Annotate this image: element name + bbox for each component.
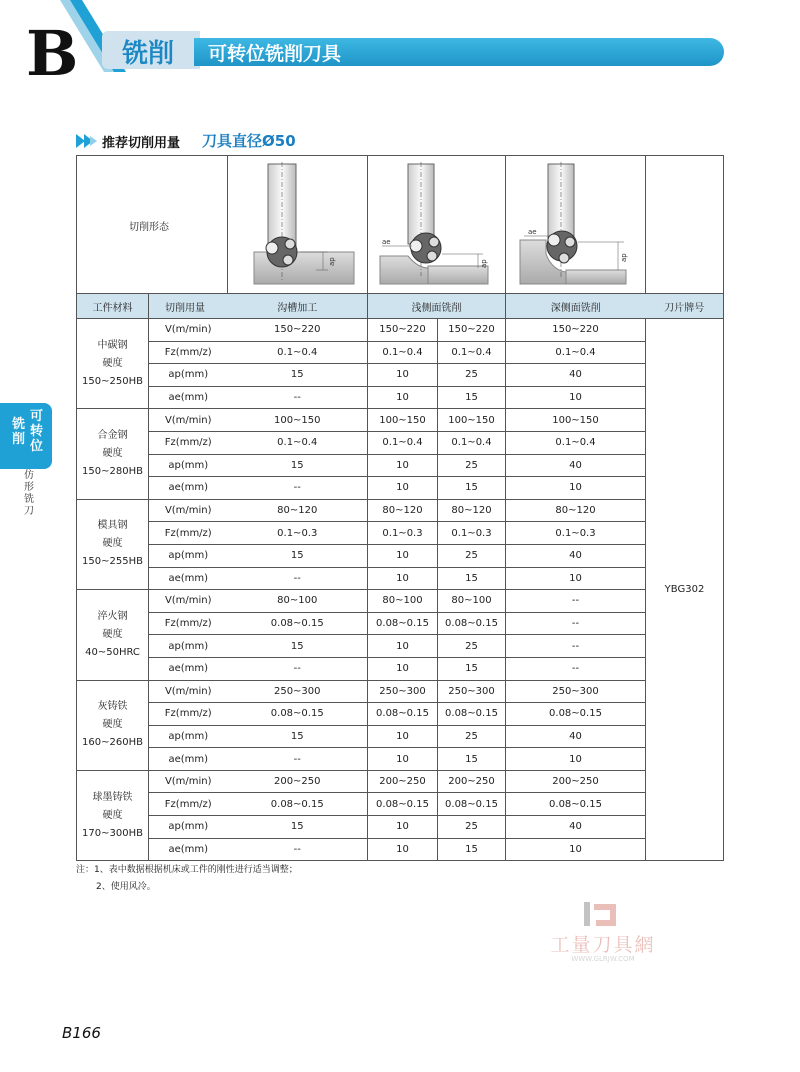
chapter-letter: B xyxy=(26,17,79,90)
table-row xyxy=(77,725,724,748)
param-cell: ae(mm) xyxy=(149,386,228,409)
table-row xyxy=(77,748,724,771)
slot-cell: 0.08~0.15 xyxy=(228,612,368,635)
side-tab-line1: 可转位 xyxy=(30,409,44,454)
header-deep: 深侧面铣削 xyxy=(506,294,646,319)
param-cell: Fz(mm/z) xyxy=(149,341,228,364)
slot-cell: 15 xyxy=(228,635,368,658)
deep-cell: 40 xyxy=(506,725,646,748)
param-cell: ap(mm) xyxy=(149,725,228,748)
deep-cell: 10 xyxy=(506,477,646,500)
table-row xyxy=(77,816,724,839)
material-line: 硬度 xyxy=(102,538,123,550)
slot-cell: -- xyxy=(228,567,368,590)
param-cell: Fz(mm/z) xyxy=(149,703,228,726)
material-line: 中碳钢 xyxy=(97,339,128,351)
chapter-tab-label: 铣削 xyxy=(122,39,175,69)
shallow-1-cell: 0.1~0.3 xyxy=(368,522,438,545)
shallow-1-cell: 80~120 xyxy=(368,499,438,522)
slot-cell: 15 xyxy=(228,364,368,387)
shallow-1-cell: 10 xyxy=(368,816,438,839)
shallow-2-cell: 25 xyxy=(438,635,506,658)
param-cell: V(m/min) xyxy=(149,590,228,613)
slot-ap-label: ap xyxy=(328,257,336,266)
watermark-name: 工量刀具網 xyxy=(550,934,656,956)
table-header-row xyxy=(77,294,724,319)
shallow-2-cell: 250~300 xyxy=(438,680,506,703)
shallow-side-milling-diagram xyxy=(368,156,506,293)
param-cell: Fz(mm/z) xyxy=(149,431,228,454)
slot-cell: -- xyxy=(228,748,368,771)
param-cell: Fz(mm/z) xyxy=(149,612,228,635)
slot-cell: 0.08~0.15 xyxy=(228,703,368,726)
table-row xyxy=(77,319,724,342)
cutting-data-table-wrapper xyxy=(76,155,724,861)
deep-cell: -- xyxy=(506,657,646,680)
deep-ae-label: ae xyxy=(528,228,537,236)
section-subtitle: 刀具直径Ø50 xyxy=(202,132,296,150)
table-row xyxy=(77,386,724,409)
deep-diagram-cell xyxy=(506,156,646,294)
shallow-1-cell: 10 xyxy=(368,477,438,500)
shallow-2-cell: 0.1~0.4 xyxy=(438,341,506,364)
watermark xyxy=(538,900,668,970)
shallow-2-cell: 25 xyxy=(438,816,506,839)
deep-cell: 100~150 xyxy=(506,409,646,432)
shallow-2-cell: 0.08~0.15 xyxy=(438,612,506,635)
deep-cell: 80~120 xyxy=(506,499,646,522)
material-line: 淬火钢 xyxy=(97,610,128,622)
cutting-form-cell xyxy=(77,156,228,294)
deep-ap-label: ap xyxy=(620,253,628,262)
deep-cell: 0.1~0.4 xyxy=(506,431,646,454)
header-material: 工件材料 xyxy=(77,294,149,319)
shallow-2-cell: 100~150 xyxy=(438,409,506,432)
deep-side-milling-diagram xyxy=(506,156,646,293)
shallow-2-cell: 200~250 xyxy=(438,770,506,793)
param-cell: V(m/min) xyxy=(149,680,228,703)
slot-cell: 15 xyxy=(228,454,368,477)
grade-cell: YBG302 xyxy=(646,319,724,861)
material-cell xyxy=(77,319,149,409)
watermark-url: WWW.GLRJW.COM xyxy=(571,955,635,963)
shallow-2-cell: 15 xyxy=(438,477,506,500)
deep-cell: 150~220 xyxy=(506,319,646,342)
shallow-1-cell: 10 xyxy=(368,386,438,409)
shallow-1-cell: 0.1~0.4 xyxy=(368,341,438,364)
material-line: 硬度 xyxy=(102,719,123,731)
chapter-tab xyxy=(102,31,200,69)
header-params: 切削用量 xyxy=(149,294,228,319)
table-row xyxy=(77,364,724,387)
deep-cell: 10 xyxy=(506,838,646,861)
slot-milling-diagram xyxy=(228,156,368,293)
slot-cell: -- xyxy=(228,386,368,409)
material-cell xyxy=(77,770,149,860)
shallow-1-cell: 10 xyxy=(368,657,438,680)
material-line: 硬度40~50HRC xyxy=(85,628,140,658)
cutting-form-label: 切削形态 xyxy=(129,222,169,233)
section-title: 推荐切削用量 xyxy=(102,136,181,151)
diagram-row xyxy=(77,156,724,294)
slot-cell: 200~250 xyxy=(228,770,368,793)
deep-cell: 0.1~0.4 xyxy=(506,341,646,364)
shallow-2-cell: 80~120 xyxy=(438,499,506,522)
shallow-2-cell: 15 xyxy=(438,657,506,680)
param-cell: ap(mm) xyxy=(149,635,228,658)
chapter-title-bar xyxy=(194,38,724,66)
slot-cell: 15 xyxy=(228,544,368,567)
deep-cell: -- xyxy=(506,612,646,635)
table-row xyxy=(77,770,724,793)
shallow-2-cell: 0.08~0.15 xyxy=(438,793,506,816)
table-row xyxy=(77,680,724,703)
slot-cell: 100~150 xyxy=(228,409,368,432)
cutting-data-table xyxy=(76,155,724,861)
shallow-1-cell: 80~100 xyxy=(368,590,438,613)
material-line: 150~255HB xyxy=(82,556,143,568)
slot-cell: -- xyxy=(228,477,368,500)
material-cell xyxy=(77,590,149,680)
table-row xyxy=(77,657,724,680)
table-row xyxy=(77,522,724,545)
material-line: 硬度 xyxy=(102,357,123,369)
shallow-diagram-cell xyxy=(368,156,506,294)
table-row xyxy=(77,431,724,454)
param-cell: ae(mm) xyxy=(149,567,228,590)
shallow-1-cell: 10 xyxy=(368,544,438,567)
shallow-1-cell: 10 xyxy=(368,635,438,658)
param-cell: ae(mm) xyxy=(149,477,228,500)
param-cell: Fz(mm/z) xyxy=(149,522,228,545)
chapter-title: 可转位铣削刀具 xyxy=(208,43,342,65)
shallow-2-cell: 0.08~0.15 xyxy=(438,703,506,726)
slot-cell: 0.1~0.4 xyxy=(228,431,368,454)
table-row xyxy=(77,409,724,432)
shallow-1-cell: 100~150 xyxy=(368,409,438,432)
param-cell: ap(mm) xyxy=(149,364,228,387)
material-line: 硬度 xyxy=(102,809,123,821)
table-row xyxy=(77,590,724,613)
material-line: 球墨铸铁 xyxy=(92,791,133,803)
deep-cell: 40 xyxy=(506,816,646,839)
table-row xyxy=(77,838,724,861)
shallow-2-cell: 15 xyxy=(438,386,506,409)
shallow-ap-label: ap xyxy=(480,259,488,268)
param-cell: ae(mm) xyxy=(149,838,228,861)
slot-cell: -- xyxy=(228,657,368,680)
shallow-1-cell: 150~220 xyxy=(368,319,438,342)
slot-diagram-cell xyxy=(228,156,368,294)
deep-cell: 10 xyxy=(506,567,646,590)
shallow-1-cell: 200~250 xyxy=(368,770,438,793)
param-cell: V(m/min) xyxy=(149,499,228,522)
param-cell: V(m/min) xyxy=(149,319,228,342)
deep-cell: -- xyxy=(506,590,646,613)
param-cell: ae(mm) xyxy=(149,657,228,680)
table-row xyxy=(77,635,724,658)
note-line-1: 注：1、表中数据根据机床或工件的刚性进行适当调整； xyxy=(76,865,298,875)
material-line: 150~280HB xyxy=(82,466,143,478)
shallow-1-cell: 10 xyxy=(368,364,438,387)
watermark-logo-icon xyxy=(582,900,620,928)
header-slot: 沟槽加工 xyxy=(228,294,368,319)
double-arrow-icon xyxy=(76,134,98,148)
table-notes xyxy=(76,862,298,896)
deep-cell: 0.08~0.15 xyxy=(506,703,646,726)
material-cell xyxy=(77,409,149,499)
page-header xyxy=(0,0,800,100)
shallow-ae-label: ae xyxy=(382,238,391,246)
shallow-1-cell: 10 xyxy=(368,567,438,590)
param-cell: ae(mm) xyxy=(149,748,228,771)
deep-cell: 0.08~0.15 xyxy=(506,793,646,816)
shallow-2-cell: 150~220 xyxy=(438,319,506,342)
shallow-2-cell: 0.1~0.4 xyxy=(438,431,506,454)
material-line: 170~300HB xyxy=(82,827,143,839)
table-row xyxy=(77,477,724,500)
shallow-2-cell: 25 xyxy=(438,544,506,567)
table-row xyxy=(77,341,724,364)
shallow-2-cell: 25 xyxy=(438,364,506,387)
shallow-1-cell: 10 xyxy=(368,838,438,861)
side-chapter-tab xyxy=(0,403,52,469)
page-number: B166 xyxy=(62,1024,101,1042)
deep-cell: 40 xyxy=(506,454,646,477)
material-line: 160~260HB xyxy=(82,737,143,749)
slot-cell: 0.1~0.3 xyxy=(228,522,368,545)
deep-cell: 10 xyxy=(506,386,646,409)
deep-cell: 40 xyxy=(506,544,646,567)
side-subsection-label: 仿形铣刀 xyxy=(24,470,34,517)
deep-cell: -- xyxy=(506,635,646,658)
slot-cell: 0.08~0.15 xyxy=(228,793,368,816)
param-cell: Fz(mm/z) xyxy=(149,793,228,816)
param-cell: V(m/min) xyxy=(149,409,228,432)
material-cell xyxy=(77,499,149,589)
header-shallow: 浅侧面铣削 xyxy=(368,294,506,319)
param-cell: ap(mm) xyxy=(149,816,228,839)
note-line-2: 2、使用风冷。 xyxy=(96,882,156,892)
table-row xyxy=(77,793,724,816)
shallow-1-cell: 10 xyxy=(368,748,438,771)
material-cell xyxy=(77,680,149,770)
shallow-2-cell: 15 xyxy=(438,748,506,771)
slot-cell: 250~300 xyxy=(228,680,368,703)
param-cell: ap(mm) xyxy=(149,454,228,477)
slot-cell: 80~120 xyxy=(228,499,368,522)
material-line: 硬度 xyxy=(102,448,123,460)
shallow-1-cell: 0.08~0.15 xyxy=(368,703,438,726)
shallow-1-cell: 0.08~0.15 xyxy=(368,612,438,635)
material-line: 150~250HB xyxy=(82,375,143,387)
deep-cell: 0.1~0.3 xyxy=(506,522,646,545)
shallow-2-cell: 80~100 xyxy=(438,590,506,613)
deep-cell: 40 xyxy=(506,364,646,387)
side-tab-line2: 铣削 xyxy=(12,417,26,447)
shallow-2-cell: 25 xyxy=(438,725,506,748)
table-row xyxy=(77,612,724,635)
slot-cell: 15 xyxy=(228,725,368,748)
table-row xyxy=(77,544,724,567)
param-cell: V(m/min) xyxy=(149,770,228,793)
shallow-1-cell: 10 xyxy=(368,725,438,748)
slot-cell: 80~100 xyxy=(228,590,368,613)
shallow-2-cell: 15 xyxy=(438,567,506,590)
shallow-2-cell: 0.1~0.3 xyxy=(438,522,506,545)
deep-cell: 10 xyxy=(506,748,646,771)
table-row xyxy=(77,499,724,522)
slot-cell: 0.1~0.4 xyxy=(228,341,368,364)
material-line: 灰铸铁 xyxy=(97,701,128,713)
shallow-1-cell: 0.08~0.15 xyxy=(368,793,438,816)
material-line: 模具钢 xyxy=(97,520,128,532)
shallow-1-cell: 0.1~0.4 xyxy=(368,431,438,454)
param-cell: ap(mm) xyxy=(149,544,228,567)
deep-cell: 200~250 xyxy=(506,770,646,793)
grade-diagram-cell xyxy=(646,156,724,294)
shallow-2-cell: 25 xyxy=(438,454,506,477)
table-row xyxy=(77,567,724,590)
header-grade: 刀片牌号 xyxy=(646,294,724,319)
table-row xyxy=(77,703,724,726)
table-row xyxy=(77,454,724,477)
shallow-2-cell: 15 xyxy=(438,838,506,861)
slot-cell: 150~220 xyxy=(228,319,368,342)
shallow-1-cell: 10 xyxy=(368,454,438,477)
shallow-1-cell: 250~300 xyxy=(368,680,438,703)
material-line: 合金钢 xyxy=(97,430,128,442)
slot-cell: 15 xyxy=(228,816,368,839)
deep-cell: 250~300 xyxy=(506,680,646,703)
slot-cell: -- xyxy=(228,838,368,861)
